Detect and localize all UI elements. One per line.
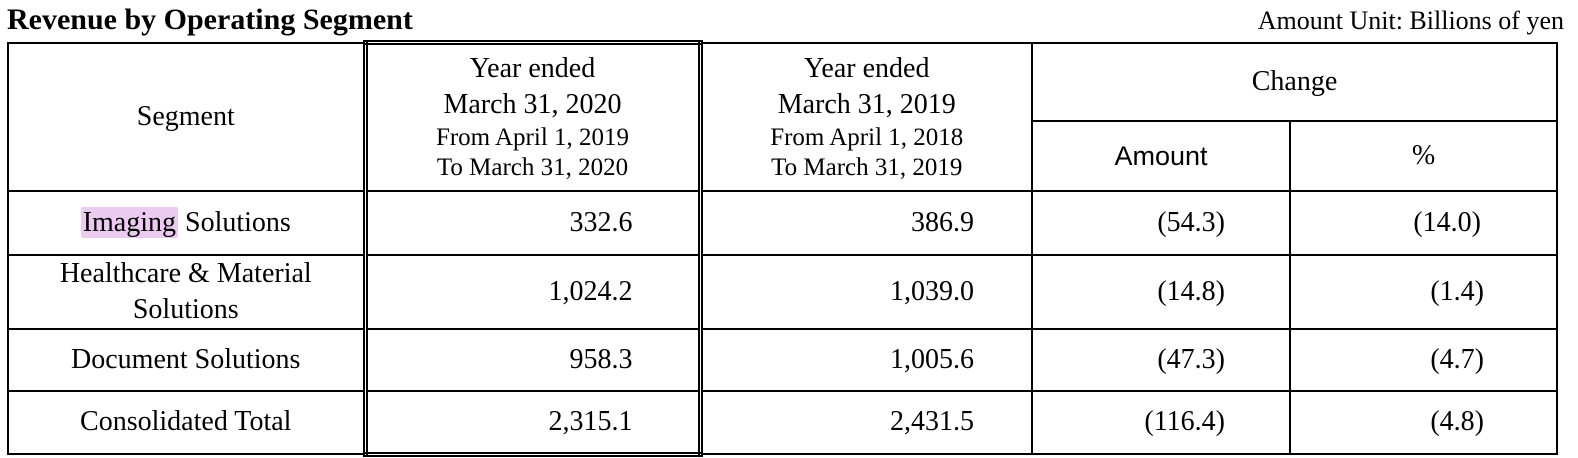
- header-fy2020-line2: March 31, 2020: [443, 89, 622, 121]
- header-fy2019-line1: Year ended: [804, 52, 930, 84]
- change-amount: (14.8): [1032, 255, 1290, 329]
- change-percent: (4.7): [1290, 329, 1557, 391]
- header-change: Change: [1032, 43, 1557, 121]
- fy2019-value: 386.9: [700, 191, 1032, 255]
- table-row: [8, 329, 1557, 391]
- segment-cell: Consolidated Total: [8, 391, 365, 455]
- segment-label-rest: Solutions: [178, 206, 291, 238]
- segment-label-line2: Solutions: [132, 293, 239, 325]
- fy2019-value: 2,431.5: [700, 391, 1032, 455]
- header-fy2020-line1: Year ended: [469, 53, 596, 85]
- segment-cell: Document Solutions: [8, 329, 365, 391]
- change-amount: (116.4): [1032, 391, 1290, 455]
- change-percent: (14.0): [1290, 191, 1557, 255]
- fy2019-value: 1,039.0: [700, 255, 1032, 329]
- header-fy2020: [365, 43, 700, 191]
- header-fy2019-line3: From April 1, 2018: [770, 123, 964, 151]
- header-segment: Segment: [8, 43, 365, 191]
- fy2020-value: 958.3: [365, 329, 700, 391]
- segment-label-line1: Healthcare & Material: [59, 257, 312, 289]
- header-fy2020-line4: To March 31, 2020: [436, 154, 629, 182]
- change-percent: (1.4): [1290, 255, 1557, 329]
- fy2020-value: 2,315.1: [365, 391, 700, 455]
- fy2020-value: 1,024.2: [365, 255, 700, 329]
- table-row: [8, 255, 1557, 329]
- header-fy2020-line3: From April 1, 2019: [435, 124, 630, 152]
- change-percent: (4.8): [1290, 391, 1557, 455]
- header-fy2019-line2: March 31, 2019: [777, 88, 956, 120]
- highlighted-word: Imaging: [82, 206, 176, 238]
- change-amount: (47.3): [1032, 329, 1290, 391]
- fy2020-value: 332.6: [365, 191, 700, 255]
- change-amount: (54.3): [1032, 191, 1290, 255]
- header-fy2019-line4: To March 31, 2019: [771, 153, 963, 181]
- table-row: [8, 391, 1557, 455]
- revenue-table: [7, 40, 1558, 457]
- header-percent: %: [1290, 121, 1557, 191]
- header-amount: Amount: [1032, 121, 1290, 191]
- header-row-1: [8, 43, 1557, 121]
- segment-cell: [8, 255, 365, 329]
- page-title: Revenue by Operating Segment: [7, 3, 413, 36]
- fy2019-value: 1,005.6: [700, 329, 1032, 391]
- header-fy2019: [700, 43, 1032, 191]
- unit-note: Amount Unit: Billions of yen: [1257, 6, 1564, 35]
- segment-cell: [8, 191, 365, 255]
- table-row: [8, 191, 1557, 255]
